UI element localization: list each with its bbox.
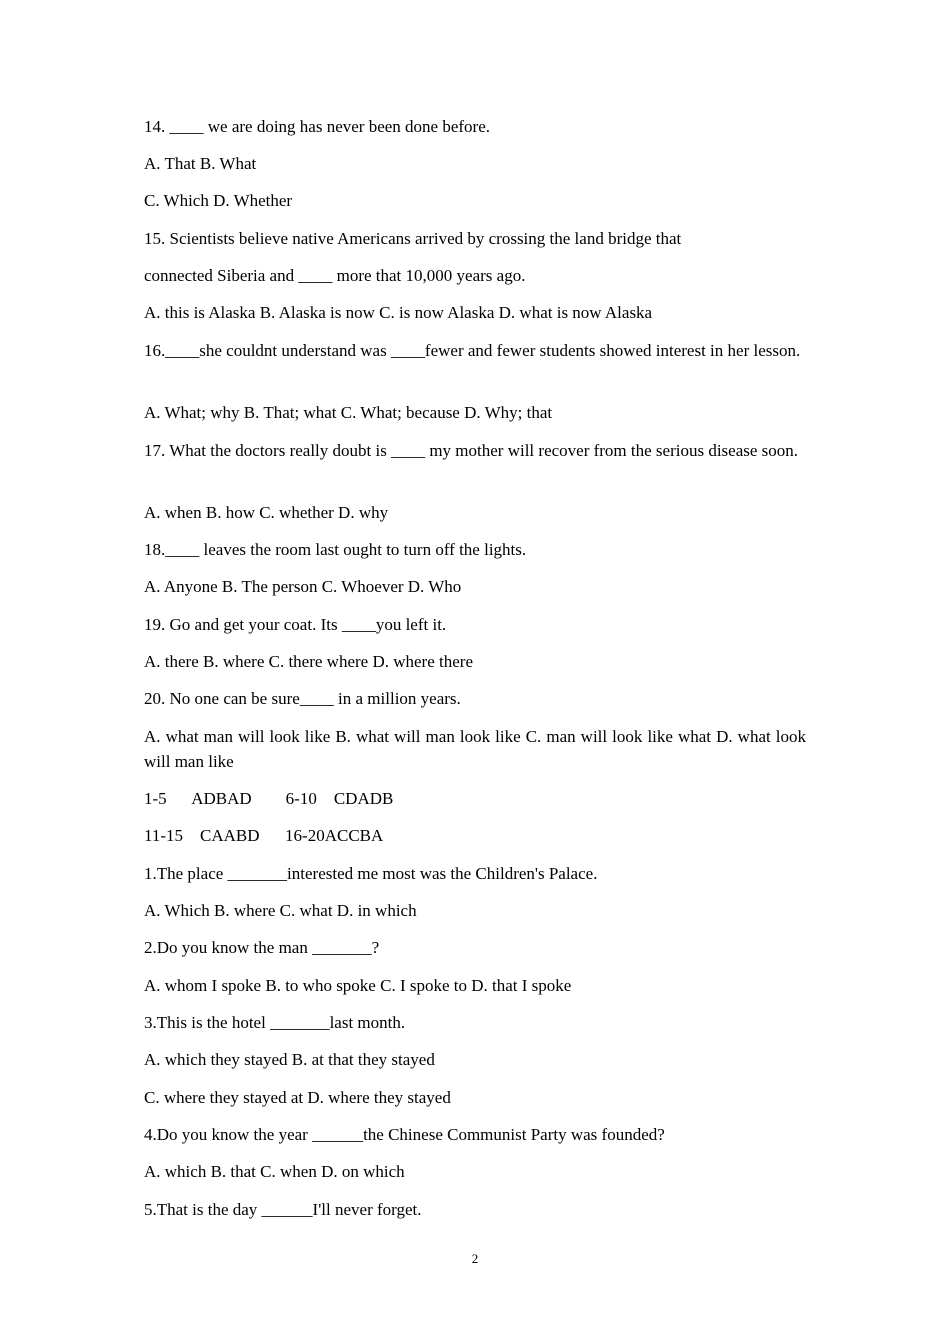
question-19-options: A. there B. where C. there where D. where there	[144, 652, 473, 671]
question-14: 14. ____ we are doing has never been done before.	[144, 117, 491, 136]
question-2-options: A. whom I spoke B. to who spoke C. I spoke to D. that I spoke	[144, 976, 572, 995]
question-18-options: A. Anyone B. The person C. Whoever D. Who	[144, 577, 462, 596]
question-3: 3.This is the hotel _______last month.	[144, 1013, 406, 1032]
question-16: 16.____she couldnt understand was ____fewer and fewer students showed interest in her lesson.	[144, 341, 801, 360]
question-17-options: A. when B. how C. whether D. why	[144, 503, 389, 522]
question-15-line-1: 15. Scientists believe native Americans arrived by crossing the land bridge that	[144, 229, 682, 248]
answer-key-1-10: 1-5 ADBAD 6-10 CDADB	[144, 789, 394, 808]
question-19: 19. Go and get your coat. Its ____you left it.	[144, 615, 447, 634]
question-16-options: A. What; why B. That; what C. What; because D. Why; that	[144, 403, 553, 422]
question-17: 17. What the doctors really doubt is ____ my mother will recover from the serious disease soon.	[144, 441, 799, 460]
question-20: 20. No one can be sure____ in a million years.	[144, 689, 461, 708]
question-20-options: A. what man will look like B. what will man look like C. man will look like what D. what look will man like	[144, 727, 806, 771]
question-14-options-ab: A. That B. What	[144, 154, 257, 173]
question-2: 2.Do you know the man _______?	[144, 938, 380, 957]
question-4-options: A. which B. that C. when D. on which	[144, 1162, 405, 1181]
question-18: 18.____ leaves the room last ought to turn off the lights.	[144, 540, 527, 559]
question-14-options-cd: C. Which D. Whether	[144, 191, 293, 210]
question-15-options: A. this is Alaska B. Alaska is now C. is now Alaska D. what is now Alaska	[144, 303, 653, 322]
question-3-options-ab: A. which they stayed B. at that they stayed	[144, 1050, 435, 1069]
question-5: 5.That is the day ______I'll never forget.	[144, 1200, 422, 1219]
question-1: 1.The place _______interested me most was the Children's Palace.	[144, 864, 598, 883]
question-3-options-cd: C. where they stayed at D. where they stayed	[144, 1088, 451, 1107]
question-4: 4.Do you know the year ______the Chinese Communist Party was founded?	[144, 1125, 665, 1144]
question-15-line-2: connected Siberia and ____ more that 10,000 years ago.	[144, 266, 526, 285]
page-number: 2	[471, 1251, 479, 1266]
question-1-options: A. Which B. where C. what D. in which	[144, 901, 417, 920]
answer-key-11-20: 11-15 CAABD 16-20ACCBA	[144, 826, 384, 845]
